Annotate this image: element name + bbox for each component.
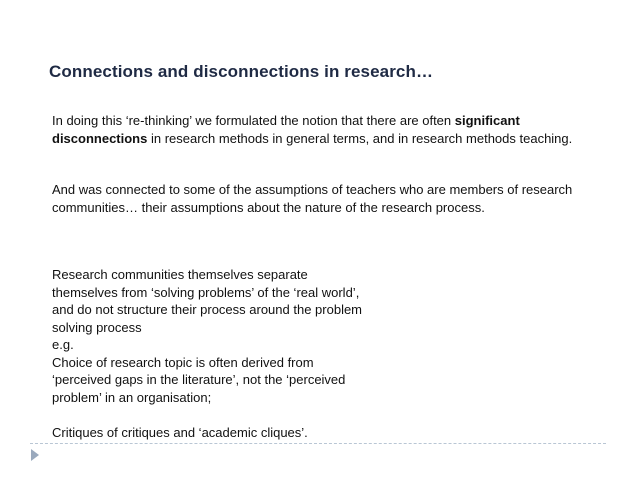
para1-before: In doing this ‘re-thinking’ we formulated the notion that there are often <box>52 113 455 128</box>
eg-text: e.g. <box>52 337 74 352</box>
para1-bold-disconnections: disconnections <box>52 130 148 146</box>
para1-after: in research methods in general terms, and in research methods teaching. <box>147 130 573 146</box>
paragraph-research-communities <box>52 266 372 406</box>
para1-bold-significant: significant <box>454 113 520 128</box>
research-communities-text: Research communities themselves separate themselves from ‘solving problems’ of the ‘real world’, and do not structure their process around the problem solving process <box>52 267 363 335</box>
paragraph-critiques: Critiques of critiques and ‘academic cliques’. <box>52 425 308 440</box>
paragraph-assumptions: And was connected to some of the assumptions of teachers who are members of research communities… their assumptions about the nature of the research process. <box>52 182 573 215</box>
triangle-bullet-icon <box>30 448 40 462</box>
research-topic-text: Choice of research topic is often derived from ‘perceived gaps in the literature’, not the ‘perceived problem’ in an organisation; <box>52 354 346 405</box>
slide-title: Connections and disconnections in research… <box>49 62 434 81</box>
paragraph-rethinking <box>52 112 592 147</box>
footer-divider <box>30 443 606 444</box>
